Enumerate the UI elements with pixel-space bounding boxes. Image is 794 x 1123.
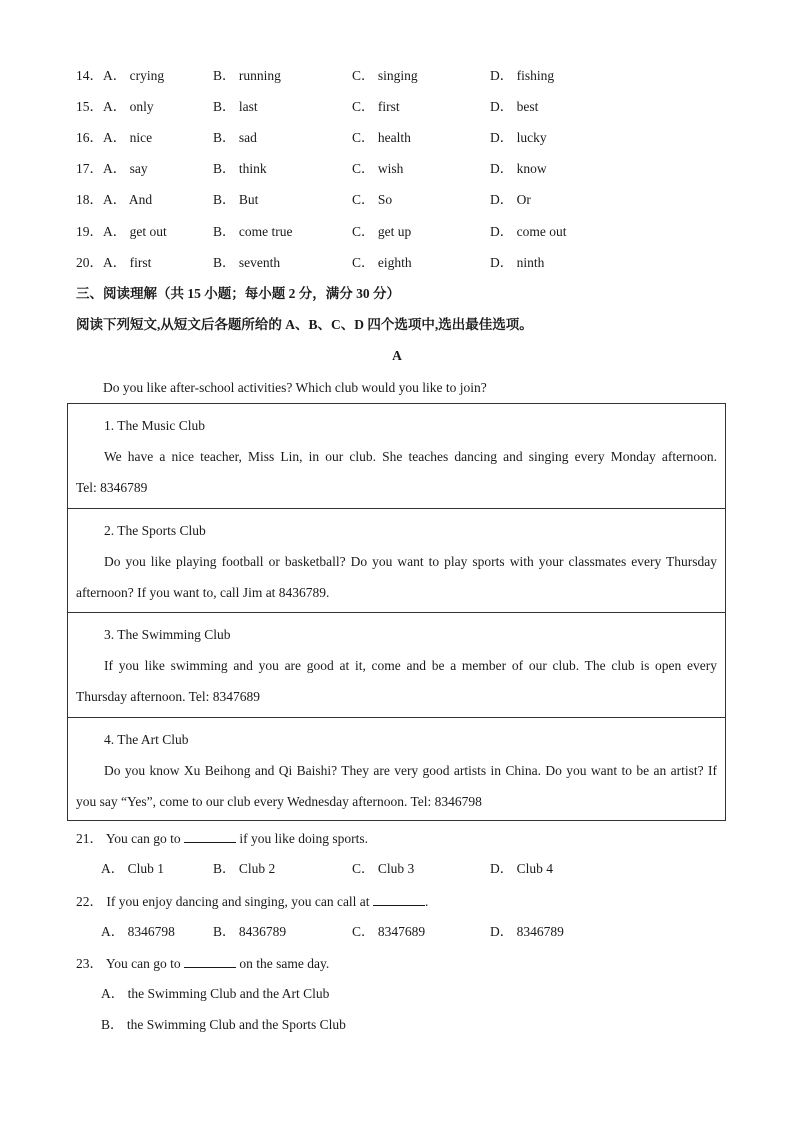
question-number: 19． [76,224,103,239]
option-b: B． seventh [213,255,281,270]
question-number: 17． [76,161,103,176]
option-d: D． Club 4 [490,861,554,876]
club-music [68,404,725,509]
passage-label: A [392,348,402,363]
clubs-table [67,403,726,821]
club-description: If you like swimming and you are good at it, come and be a member of our club. The club is open every [104,658,717,673]
option-d: D． know [490,161,547,176]
option-a: A． get out [103,224,167,239]
option-c: C． So [352,192,393,207]
option-b: B． running [213,68,281,83]
option-a: A． Club 1 [101,861,165,876]
section-instruction: 阅读下列短文,从短文后各题所给的 A、B、C、D 四个选项中,选出最佳选项。 [76,317,533,332]
option-d: D． fishing [490,68,555,83]
question-stem-end: if you like doing sports. [239,831,369,846]
option-a: A． say [103,161,148,176]
option-a: A． first [103,255,152,270]
option-d: D． lucky [490,130,547,145]
option-b: B． sad [213,130,257,145]
option-a: A． crying [103,68,165,83]
question-number: 23． [76,956,103,971]
question-number: 22． [76,894,103,909]
question-21 [76,828,368,849]
option-d: D． best [490,99,539,114]
club-title: 2. The Sports Club [104,523,206,538]
question-23-option-a: A． the Swimming Club and the Art Club [101,986,330,1001]
option-b: B． Club 2 [213,861,276,876]
club-description-cont: Thursday afternoon. Tel: 8347689 [76,689,261,704]
club-title: 1. The Music Club [104,418,205,433]
question-number: 14． [76,68,103,83]
option-d: D． Or [490,192,531,207]
question-22 [76,891,428,912]
question-stem-end: on the same day. [239,956,330,971]
question-number: 15． [76,99,103,114]
club-title: 3. The Swimming Club [104,627,231,642]
option-b: B． 8436789 [213,924,287,939]
option-c: C． first [352,99,400,114]
passage-intro: Do you like after-school activities? Which club would you like to join? [103,380,487,395]
question-number: 18． [76,192,103,207]
club-description: We have a nice teacher, Miss Lin, in our club. She teaches dancing and singing every Monday afternoon. [104,449,717,464]
question-23 [76,953,329,974]
club-sports [68,509,725,613]
section-heading: 三、阅读理解（共 15 小题；每小题 2 分，满分 30 分） [76,286,400,301]
question-stem-end: . [424,894,429,909]
club-art [68,718,725,820]
answer-blank [184,953,236,968]
option-a: A． nice [103,130,153,145]
club-description-cont: Tel: 8346789 [76,480,148,495]
option-c: C． singing [352,68,418,83]
club-description: Do you know Xu Beihong and Qi Baishi? They are very good artists in China. Do you want to be an artist? If [104,763,717,778]
club-description: Do you like playing football or basketball? Do you want to play sports with your classmates every Thursday [104,554,717,569]
option-d: D． 8346789 [490,924,564,939]
option-c: C． Club 3 [352,861,415,876]
option-d: D． ninth [490,255,545,270]
answer-blank [184,828,236,843]
option-b: B． last [213,99,258,114]
question-number: 20． [76,255,103,270]
club-description-cont: you say “Yes”, come to our club every Wednesday afternoon. Tel: 8346798 [76,794,482,809]
option-a: A． only [103,99,154,114]
option-c: C． 8347689 [352,924,426,939]
question-number: 21． [76,831,103,846]
club-title: 4. The Art Club [104,732,189,747]
option-c: C． health [352,130,411,145]
option-c: C． get up [352,224,412,239]
question-stem: You can go to [105,831,181,846]
option-a: A． And [103,192,153,207]
club-description-cont: afternoon? If you want to, call Jim at 8436789. [76,585,330,600]
question-stem: If you enjoy dancing and singing, you can call at [106,894,370,909]
club-swimming [68,613,725,718]
option-b: B． come true [213,224,293,239]
option-b: B． But [213,192,259,207]
option-b: B． think [213,161,267,176]
option-c: C． eighth [352,255,412,270]
question-number: 16． [76,130,103,145]
option-c: C． wish [352,161,404,176]
question-stem: You can go to [105,956,181,971]
option-a: A． 8346798 [101,924,175,939]
answer-blank [373,891,425,906]
option-d: D． come out [490,224,567,239]
question-23-option-b: B． the Swimming Club and the Sports Club [101,1017,346,1032]
